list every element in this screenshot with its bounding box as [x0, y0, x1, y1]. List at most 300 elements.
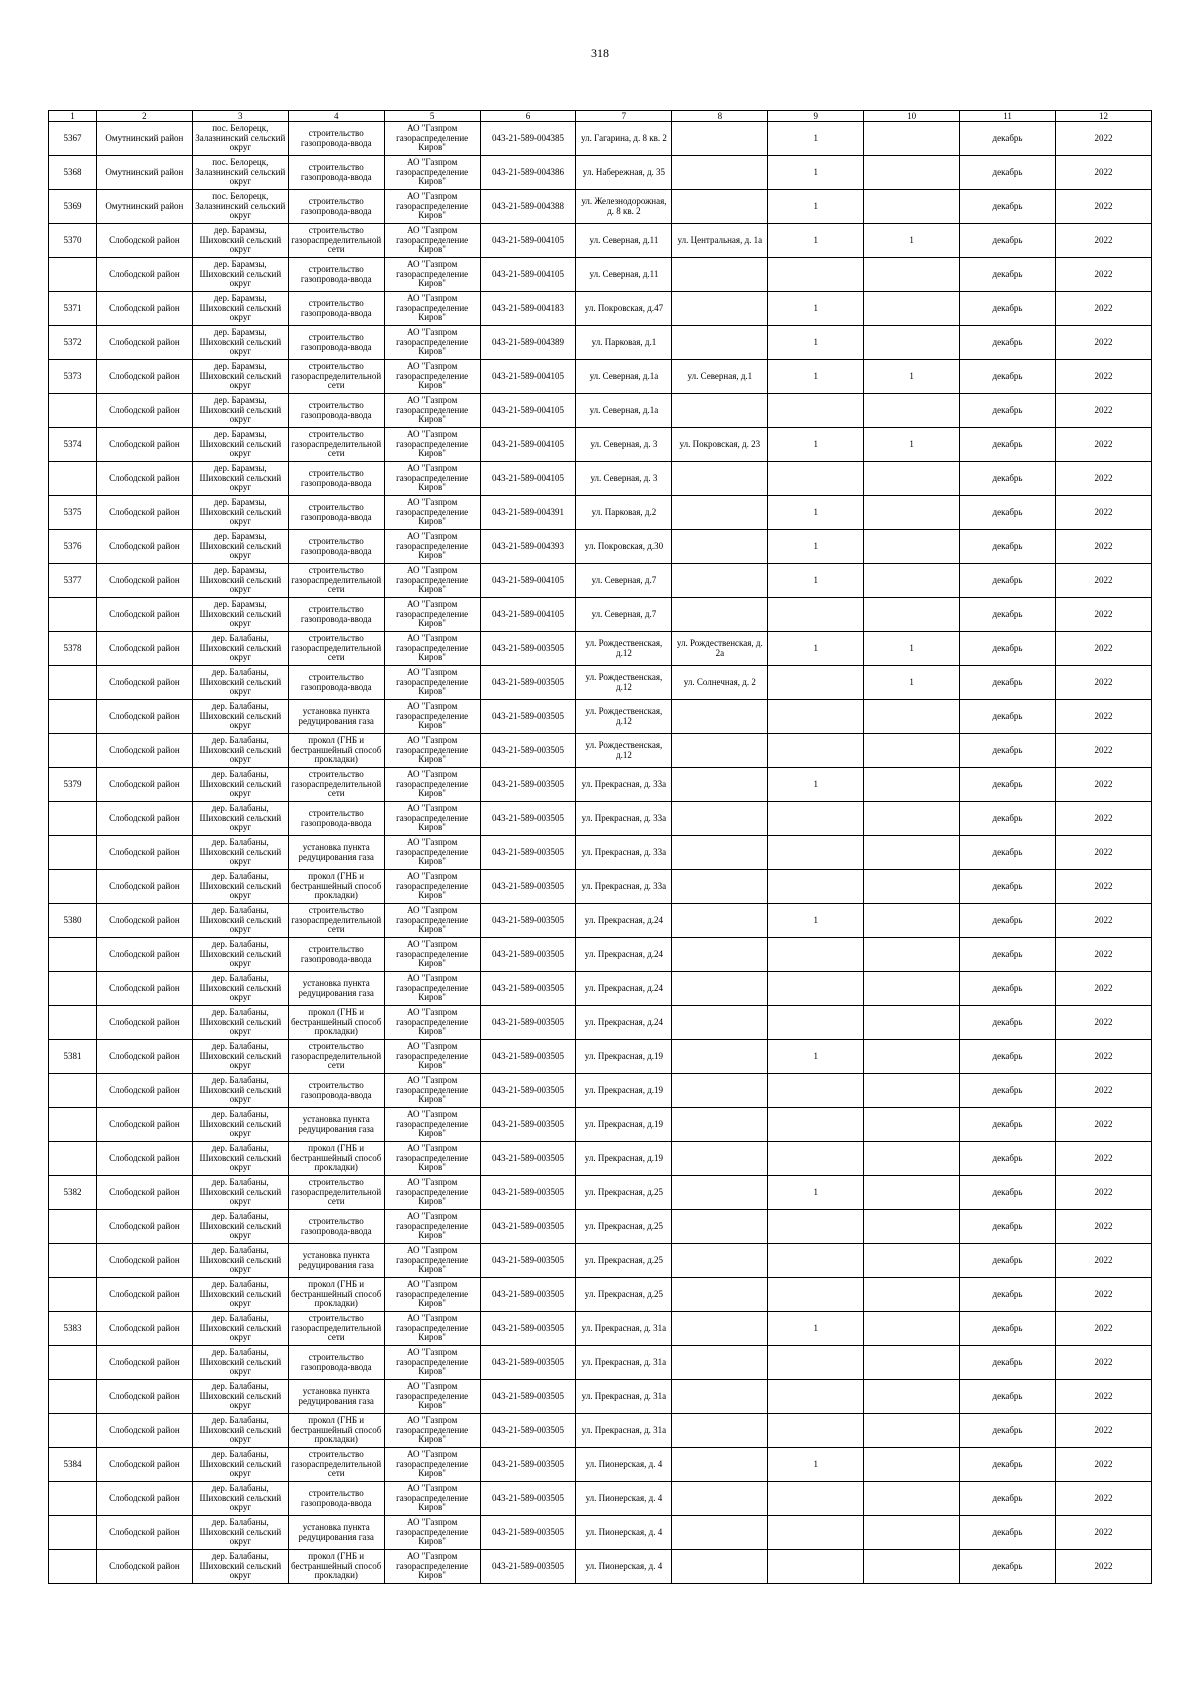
cell-text: декабрь [992, 1527, 1023, 1537]
cell-text: 043-21-589-004105 [492, 473, 565, 483]
cell-count-a [768, 1278, 864, 1312]
cell-text: 1 [813, 1459, 818, 1469]
cell-work-type [288, 292, 384, 326]
cell-settlement [192, 1210, 288, 1244]
cell-text: 043-21-589-003505 [492, 745, 565, 755]
cell-text: ул. Северная, д.11 [589, 269, 659, 279]
cell-text: 1 [813, 643, 818, 653]
cell-count-b [864, 428, 960, 462]
cell-work-type [288, 1278, 384, 1312]
cell-month [960, 122, 1056, 156]
cell-row-number [49, 870, 97, 904]
cell-row-number [49, 360, 97, 394]
cell-text: 2022 [1094, 1187, 1113, 1197]
cell-district [96, 530, 192, 564]
cell-text: ул. Прекрасная, д. 31а [581, 1391, 667, 1401]
cell-text: Слободской район [109, 473, 180, 483]
table-row [49, 530, 1152, 564]
cell-text: прокол (ГНБ и бестраншейный способ прокладки) [291, 736, 382, 765]
cell-text: прокол (ГНБ и бестраншейный способ прокладки) [291, 1416, 382, 1445]
table-row [49, 802, 1152, 836]
cell-text: АО "Газпром газораспределение Киров" [396, 430, 469, 459]
cell-text: строительство газопровода-ввода [300, 298, 372, 318]
cell-text: 043-21-589-003505 [492, 813, 565, 823]
cell-address [576, 1006, 672, 1040]
cell-count-a [768, 1346, 864, 1380]
cell-row-number [49, 1482, 97, 1516]
cell-text: 043-21-589-004105 [492, 575, 565, 585]
cell-year [1056, 1516, 1152, 1550]
cell-row-number [49, 598, 97, 632]
table-row [49, 394, 1152, 428]
cell-row-number [49, 428, 97, 462]
cell-object-code [480, 190, 576, 224]
cell-work-type [288, 1448, 384, 1482]
cell-text: ул. Покровская, д.47 [584, 303, 664, 313]
cell-count-a [768, 360, 864, 394]
cell-text: 1 [813, 1051, 818, 1061]
cell-text: Слободской район [109, 779, 180, 789]
cell-month [960, 530, 1056, 564]
column-number-header: 10 [864, 111, 960, 122]
cell-address-extra [672, 666, 768, 700]
cell-text: 2022 [1094, 473, 1113, 483]
cell-text: 2022 [1094, 711, 1113, 721]
cell-count-a [768, 1074, 864, 1108]
cell-text: АО "Газпром газораспределение Киров" [396, 1450, 469, 1479]
cell-count-a [768, 802, 864, 836]
cell-address-extra [672, 1448, 768, 1482]
cell-district [96, 1006, 192, 1040]
table-row [49, 632, 1152, 666]
cell-text: строительство газораспределительной сети [291, 770, 382, 799]
cell-text: АО "Газпром газораспределение Киров" [396, 1110, 469, 1139]
cell-count-a [768, 1482, 864, 1516]
cell-text: декабрь [992, 847, 1023, 857]
cell-settlement [192, 904, 288, 938]
cell-text: строительство газораспределительной сети [291, 1314, 382, 1343]
cell-text: 043-21-589-004105 [492, 269, 565, 279]
cell-year [1056, 938, 1152, 972]
cell-count-b [864, 190, 960, 224]
cell-text: ул. Прекрасная, д. 33а [581, 881, 667, 891]
cell-work-type [288, 1346, 384, 1380]
cell-text: 2022 [1094, 779, 1113, 789]
cell-text: 1 [909, 235, 914, 245]
cell-address-extra [672, 1210, 768, 1244]
cell-district [96, 496, 192, 530]
cell-address-extra [672, 1278, 768, 1312]
cell-object-code [480, 326, 576, 360]
cell-object-code [480, 734, 576, 768]
cell-address-extra [672, 326, 768, 360]
cell-text: 043-21-589-004388 [492, 201, 565, 211]
cell-text: пос. Белорецк, Залазнинский сельский округ [195, 158, 286, 187]
cell-address [576, 258, 672, 292]
cell-text: 2022 [1094, 813, 1113, 823]
table-row [49, 122, 1152, 156]
cell-text: декабрь [992, 915, 1023, 925]
cell-text: 2022 [1094, 1085, 1113, 1095]
cell-text: 043-21-589-003505 [492, 1187, 565, 1197]
cell-month [960, 836, 1056, 870]
cell-organization [384, 870, 480, 904]
cell-text: декабрь [992, 1221, 1023, 1231]
cell-district [96, 292, 192, 326]
cell-text: АО "Газпром газораспределение Киров" [396, 736, 469, 765]
cell-month [960, 598, 1056, 632]
cell-settlement [192, 428, 288, 462]
cell-text: дер. Балабаны, Шиховский сельский округ [199, 1348, 282, 1377]
cell-text: ул. Набережная, д. 35 [582, 167, 666, 177]
cell-address [576, 360, 672, 394]
cell-count-a [768, 1550, 864, 1584]
cell-organization [384, 1448, 480, 1482]
cell-address-extra [672, 870, 768, 904]
cell-work-type [288, 632, 384, 666]
cell-month [960, 802, 1056, 836]
cell-object-code [480, 1074, 576, 1108]
cell-month [960, 496, 1056, 530]
cell-year [1056, 1380, 1152, 1414]
cell-text: Слободской район [109, 677, 180, 687]
cell-month [960, 1176, 1056, 1210]
cell-organization [384, 530, 480, 564]
cell-count-a [768, 1448, 864, 1482]
cell-settlement [192, 836, 288, 870]
cell-text: 1 [909, 439, 914, 449]
cell-text: Слободской район [109, 1527, 180, 1537]
cell-district [96, 1108, 192, 1142]
cell-settlement [192, 258, 288, 292]
column-number-header: 7 [576, 111, 672, 122]
cell-organization [384, 972, 480, 1006]
table-row [49, 564, 1152, 598]
cell-text: 043-21-589-003505 [492, 1085, 565, 1095]
cell-text: ул. Прекрасная, д. 33а [581, 779, 667, 789]
table-row [49, 1278, 1152, 1312]
cell-address-extra [672, 1346, 768, 1380]
column-number-header: 5 [384, 111, 480, 122]
cell-text: установка пункта редуцирования газа [298, 1250, 374, 1270]
cell-count-b [864, 1346, 960, 1380]
cell-text: 043-21-589-004393 [492, 541, 565, 551]
cell-text: дер. Балабаны, Шиховский сельский округ [199, 1246, 282, 1275]
cell-text: 2022 [1094, 201, 1113, 211]
cell-work-type [288, 700, 384, 734]
cell-text: дер. Балабаны, Шиховский сельский округ [199, 1110, 282, 1139]
cell-text: 1 [813, 303, 818, 313]
cell-text: 2022 [1094, 1527, 1113, 1537]
cell-text: 1 [813, 541, 818, 551]
table-row [49, 938, 1152, 972]
cell-row-number [49, 258, 97, 292]
cell-text: АО "Газпром газораспределение Киров" [396, 974, 469, 1003]
cell-district [96, 1210, 192, 1244]
cell-address [576, 224, 672, 258]
cell-address [576, 1210, 672, 1244]
cell-text: 2022 [1094, 133, 1113, 143]
cell-district [96, 836, 192, 870]
cell-work-type [288, 802, 384, 836]
cell-text: АО "Газпром газораспределение Киров" [396, 1280, 469, 1309]
cell-settlement [192, 1040, 288, 1074]
cell-text: дер. Балабаны, Шиховский сельский округ [199, 1450, 282, 1479]
cell-year [1056, 1312, 1152, 1346]
cell-text: ул. Пионерская, д. 4 [585, 1527, 663, 1537]
cell-organization [384, 1482, 480, 1516]
cell-text: Слободской район [109, 813, 180, 823]
cell-count-a [768, 1380, 864, 1414]
cell-district [96, 360, 192, 394]
cell-text: 2022 [1094, 643, 1113, 653]
cell-text: Слободской район [109, 1289, 180, 1299]
cell-text: декабрь [992, 541, 1023, 551]
cell-text: ул. Северная, д.7 [591, 575, 657, 585]
cell-text: ул. Прекрасная, д. 31а [581, 1425, 667, 1435]
cell-text: декабрь [992, 1255, 1023, 1265]
cell-organization [384, 292, 480, 326]
cell-organization [384, 1346, 480, 1380]
cell-text: установка пункта редуцирования газа [298, 1522, 374, 1542]
cell-settlement [192, 1482, 288, 1516]
cell-text: строительство газораспределительной сети [291, 430, 382, 459]
cell-text: 043-21-589-003505 [492, 1153, 565, 1163]
cell-text: ул. Железнодорожная, д. 8 кв. 2 [581, 196, 667, 216]
cell-address [576, 462, 672, 496]
cell-object-code [480, 428, 576, 462]
cell-text: АО "Газпром газораспределение Киров" [396, 1416, 469, 1445]
cell-text: Слободской район [109, 575, 180, 585]
cell-text: АО "Газпром газораспределение Киров" [396, 1042, 469, 1071]
cell-object-code [480, 768, 576, 802]
cell-text: ул. Прекрасная, д.19 [584, 1051, 664, 1061]
cell-year [1056, 700, 1152, 734]
cell-text: строительство газораспределительной сети [291, 566, 382, 595]
cell-text: АО "Газпром газораспределение Киров" [396, 396, 469, 425]
cell-address-extra [672, 462, 768, 496]
cell-address [576, 1040, 672, 1074]
cell-text: АО "Газпром газораспределение Киров" [396, 566, 469, 595]
cell-object-code [480, 156, 576, 190]
cell-district [96, 156, 192, 190]
cell-text: 043-21-589-004385 [492, 133, 565, 143]
cell-object-code [480, 1006, 576, 1040]
cell-district [96, 1040, 192, 1074]
cell-object-code [480, 1040, 576, 1074]
cell-text: ул. Рождественская, д. 2а [676, 638, 763, 658]
cell-count-b [864, 122, 960, 156]
cell-text: строительство газораспределительной сети [291, 906, 382, 935]
cell-text: ул. Прекрасная, д.24 [584, 949, 664, 959]
cell-text: АО "Газпром газораспределение Киров" [396, 600, 469, 629]
cell-text: декабрь [992, 1391, 1023, 1401]
cell-month [960, 1074, 1056, 1108]
cell-organization [384, 462, 480, 496]
cell-month [960, 1142, 1056, 1176]
cell-text: 2022 [1094, 1289, 1113, 1299]
cell-text: декабрь [992, 133, 1023, 143]
cell-year [1056, 734, 1152, 768]
cell-text: Слободской район [109, 235, 180, 245]
cell-row-number [49, 1312, 97, 1346]
cell-text: ул. Северная, д.11 [589, 235, 659, 245]
cell-month [960, 1346, 1056, 1380]
cell-district [96, 122, 192, 156]
cell-address [576, 1176, 672, 1210]
cell-text: дер. Балабаны, Шиховский сельский округ [199, 1416, 282, 1445]
table-row [49, 1448, 1152, 1482]
cell-text: декабрь [992, 1493, 1023, 1503]
cell-text: АО "Газпром газораспределение Киров" [396, 192, 469, 221]
cell-year [1056, 156, 1152, 190]
cell-organization [384, 360, 480, 394]
cell-address-extra [672, 836, 768, 870]
cell-text: 043-21-589-004105 [492, 609, 565, 619]
cell-text: строительство газораспределительной сети [291, 1178, 382, 1207]
cell-row-number [49, 700, 97, 734]
cell-organization [384, 1176, 480, 1210]
cell-address [576, 394, 672, 428]
cell-text: дер. Барамзы, Шиховский сельский округ [199, 532, 282, 561]
cell-settlement [192, 1108, 288, 1142]
cell-work-type [288, 1244, 384, 1278]
table-row [49, 326, 1152, 360]
column-number-header: 12 [1056, 111, 1152, 122]
cell-work-type [288, 394, 384, 428]
cell-month [960, 734, 1056, 768]
cell-object-code [480, 1482, 576, 1516]
cell-month [960, 1516, 1056, 1550]
cell-object-code [480, 224, 576, 258]
cell-text: дер. Балабаны, Шиховский сельский округ [199, 1008, 282, 1037]
gas-works-table [48, 110, 1152, 1584]
cell-text: 5379 [63, 779, 82, 789]
cell-work-type [288, 1176, 384, 1210]
cell-address [576, 1074, 672, 1108]
cell-text: 043-21-589-003505 [492, 1561, 565, 1571]
cell-text: ул. Центральная, д. 1а [677, 235, 763, 245]
cell-text: декабрь [992, 1323, 1023, 1333]
cell-text: 2022 [1094, 1255, 1113, 1265]
cell-month [960, 190, 1056, 224]
cell-settlement [192, 1176, 288, 1210]
cell-text: Слободской район [109, 881, 180, 891]
cell-row-number [49, 802, 97, 836]
cell-year [1056, 1040, 1152, 1074]
cell-text: декабрь [992, 1459, 1023, 1469]
cell-work-type [288, 360, 384, 394]
cell-work-type [288, 496, 384, 530]
cell-text: 043-21-589-003505 [492, 1221, 565, 1231]
cell-count-b [864, 1380, 960, 1414]
cell-address [576, 428, 672, 462]
cell-text: 2022 [1094, 1153, 1113, 1163]
cell-text: 043-21-589-003505 [492, 949, 565, 959]
table-row [49, 1414, 1152, 1448]
cell-work-type [288, 1414, 384, 1448]
cell-year [1056, 1278, 1152, 1312]
table-row [49, 190, 1152, 224]
cell-text: строительство газопровода-ввода [300, 332, 372, 352]
page-number: 318 [591, 46, 609, 60]
cell-text: дер. Балабаны, Шиховский сельский округ [199, 1552, 282, 1581]
cell-count-b [864, 1108, 960, 1142]
cell-settlement [192, 394, 288, 428]
cell-text: ул. Прекрасная, д.19 [584, 1119, 664, 1129]
cell-text: пос. Белорецк, Залазнинский сельский округ [195, 192, 286, 221]
cell-month [960, 700, 1056, 734]
cell-text: Слободской район [109, 847, 180, 857]
cell-organization [384, 1210, 480, 1244]
cell-text: Слободской район [109, 1323, 180, 1333]
cell-year [1056, 190, 1152, 224]
cell-count-b [864, 394, 960, 428]
cell-text: 2022 [1094, 1425, 1113, 1435]
cell-text: 043-21-589-004105 [492, 405, 565, 415]
cell-settlement [192, 632, 288, 666]
cell-work-type [288, 122, 384, 156]
cell-text: ул. Прекрасная, д.19 [584, 1153, 664, 1163]
cell-organization [384, 1312, 480, 1346]
cell-work-type [288, 326, 384, 360]
cell-text: ул. Северная, д.1а [589, 405, 659, 415]
cell-text: 5374 [63, 439, 82, 449]
cell-text: АО "Газпром газораспределение Киров" [396, 1008, 469, 1037]
cell-work-type [288, 258, 384, 292]
cell-year [1056, 632, 1152, 666]
cell-text: дер. Балабаны, Шиховский сельский округ [199, 1382, 282, 1411]
cell-text: строительство газопровода-ввода [300, 468, 372, 488]
cell-organization [384, 1414, 480, 1448]
cell-text: Слободской район [109, 1017, 180, 1027]
cell-text: прокол (ГНБ и бестраншейный способ прокладки) [291, 1280, 382, 1309]
cell-address-extra [672, 1006, 768, 1040]
cell-text: 043-21-589-003505 [492, 1527, 565, 1537]
cell-text: ул. Прекрасная, д.24 [584, 915, 664, 925]
cell-year [1056, 802, 1152, 836]
cell-text: строительство газопровода-ввода [300, 808, 372, 828]
cell-text: декабрь [992, 439, 1023, 449]
cell-object-code [480, 632, 576, 666]
cell-text: ул. Прекрасная, д.25 [584, 1255, 664, 1265]
cell-organization [384, 428, 480, 462]
cell-organization [384, 598, 480, 632]
cell-district [96, 258, 192, 292]
cell-text: 2022 [1094, 881, 1113, 891]
cell-settlement [192, 1346, 288, 1380]
cell-text: Омутнинский район [105, 133, 184, 143]
cell-count-b [864, 1312, 960, 1346]
cell-settlement [192, 564, 288, 598]
cell-row-number [49, 768, 97, 802]
cell-text: 2022 [1094, 847, 1113, 857]
table-row [49, 224, 1152, 258]
cell-settlement [192, 1278, 288, 1312]
cell-address-extra [672, 1312, 768, 1346]
cell-year [1056, 564, 1152, 598]
cell-count-a [768, 258, 864, 292]
cell-work-type [288, 1006, 384, 1040]
cell-work-type [288, 734, 384, 768]
cell-month [960, 1108, 1056, 1142]
cell-month [960, 1006, 1056, 1040]
cell-text: ул. Покровская, д. 23 [679, 439, 761, 449]
cell-text: Слободской район [109, 405, 180, 415]
cell-organization [384, 122, 480, 156]
cell-text: 5377 [63, 575, 82, 585]
table-row [49, 1074, 1152, 1108]
